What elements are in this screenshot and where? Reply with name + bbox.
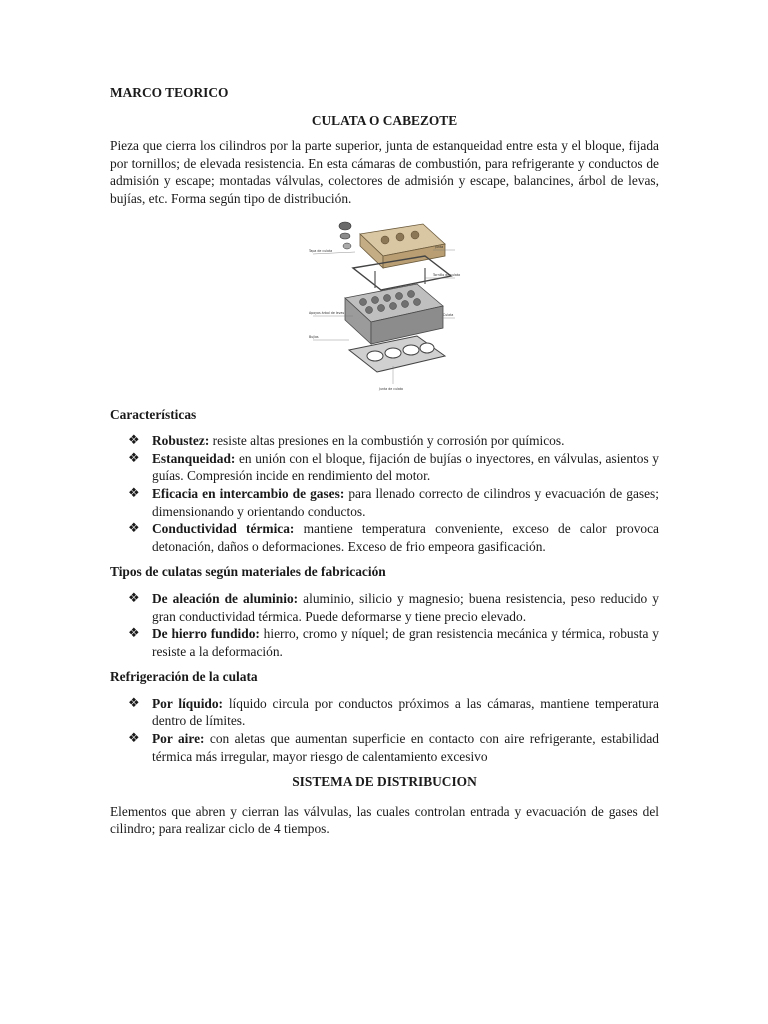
- heading-tipos: Tipos de culatas según materiales de fabricación: [110, 564, 386, 580]
- heading-caracteristicas: Características: [110, 406, 197, 422]
- heading-refrigeracion: Refrigeración de la culata: [110, 669, 258, 685]
- cylinder-head-diagram: [305, 216, 465, 396]
- diamond-bullet-icon: ❖: [128, 731, 140, 747]
- list-refrigeracion: [110, 695, 659, 765]
- label-culata: Culata: [442, 312, 453, 317]
- list-item: ❖ De hierro fundido: hierro, cromo y níquel; de gran resistencia mecánica y térmica, robusta y resiste a la deformación.: [128, 626, 659, 659]
- label-arbol: Apoyos árbol de levas: [308, 310, 344, 315]
- diamond-bullet-icon: ❖: [128, 521, 140, 537]
- label-tornillo: Tornillo de culata: [432, 272, 460, 277]
- label-tapa: Tapa de culata: [308, 248, 332, 253]
- list-item: ❖ Eficacia en intercambio de gases: para llenado correcto de cilindros y evacuación de gases; dimensionando y orientando conductos.: [128, 485, 659, 519]
- diamond-bullet-icon: ❖: [128, 433, 140, 449]
- list-item: ❖ De aleación de aluminio: aluminio, silicio y magnesio; buena resistencia, peso reducido y gran conductividad térmica. Puede deformarse y tiene precio elevado.: [128, 590, 659, 624]
- diamond-bullet-icon: ❖: [128, 695, 140, 711]
- list-tipos: [110, 590, 659, 660]
- list-item: ❖ Conductividad térmica: mantiene temperatura conveniente, exceso de calor provoca detonación, daños o deformaciones. Exceso de frio empeora gasificación.: [128, 521, 659, 554]
- document-page: [110, 84, 659, 838]
- distribucion-paragraph: Elementos que abren y cierran las válvulas, las cuales controlan entrada y evacuación de gases del cilindro; para realizar ciclo de 4 tiempos.: [110, 803, 659, 837]
- intro-paragraph: Pieza que cierra los cilindros por la parte superior, junta de estanqueidad entre esta y el bloque, fijada por tornillos; de elevada resistencia. En esta cámaras de combustión, para refrigerante y conductos de admisión y escape; montadas válvulas, colectores de admisión y escape, balancines, árbol de levas, bujías, etc. Forma según tipo de distribución.: [110, 138, 659, 206]
- diamond-bullet-icon: ❖: [128, 485, 140, 501]
- list-item: ❖ Por líquido: líquido circula por conductos próximos a las cámaras, mantiene temperatura dentro de límites.: [128, 695, 659, 729]
- heading-sistema-distribucion: SISTEMA DE DISTRIBUCION: [292, 774, 477, 790]
- diamond-bullet-icon: ❖: [128, 450, 140, 466]
- list-item: ❖ Estanqueidad: en unión con el bloque, fijación de bujías o inyectores, en válvulas, asientos y guías. Compresión incide en rendimiento del motor.: [128, 450, 659, 484]
- list-item: ❖ Robustez: resiste altas presiones en la combustión y corrosión por químicos.: [128, 433, 565, 449]
- label-junta: Junta: [434, 244, 443, 249]
- heading-culata: CULATA O CABEZOTE: [311, 112, 458, 128]
- label-junta-culata: Junta de culata: [378, 386, 403, 391]
- label-bujias: Bujías: [308, 334, 319, 339]
- diamond-bullet-icon: ❖: [128, 590, 140, 606]
- diamond-bullet-icon: ❖: [128, 626, 140, 642]
- list-caracteristicas: [110, 432, 659, 555]
- list-item: ❖ Por aire: con aletas que aumentan superficie en contacto con aire refrigerante, estabilidad térmica más irregular, mayor riesgo de calentamiento excesivo: [128, 731, 659, 764]
- heading-marco-teorico: MARCO TEORICO: [110, 85, 229, 100]
